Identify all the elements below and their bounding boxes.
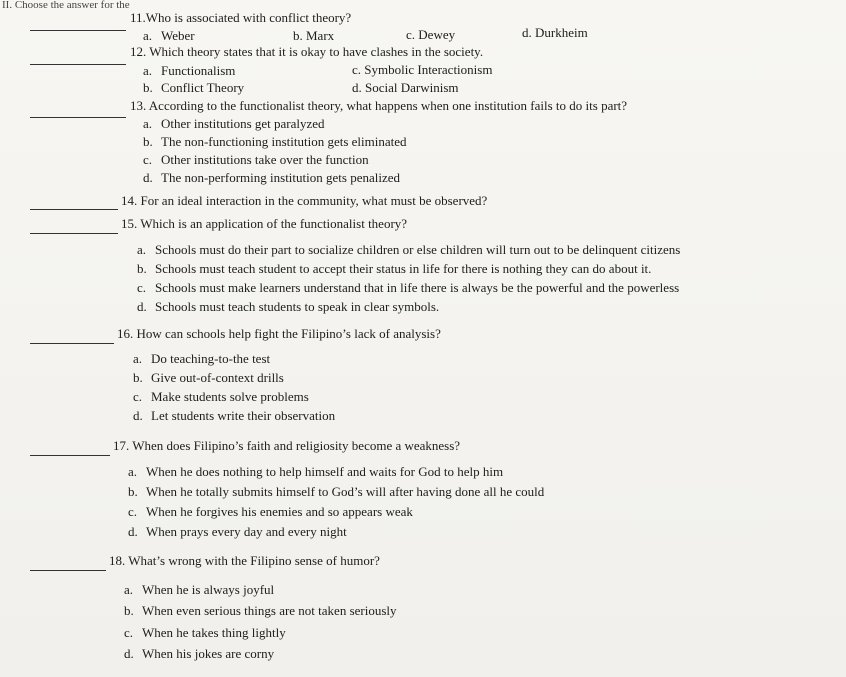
section-header: II. Choose the answer for the [2,0,130,11]
option-12b[interactable]: b. Conflict Theory [143,80,245,95]
option-12a[interactable]: a. Functionalism [143,63,236,78]
answer-blank-16[interactable] [30,343,114,344]
option-13a[interactable]: a. Other institutions get paralyzed [143,116,325,131]
question-16: 16. How can schools help fight the Filipino’s lack of analysis? [117,326,441,341]
answer-blank-11[interactable] [30,30,126,31]
option-15d[interactable]: d. Schools must teach students to speak in clear symbols. [137,299,440,314]
option-11d[interactable]: d. Durkheim [522,25,588,40]
answer-blank-17[interactable] [30,455,110,456]
answer-blank-13[interactable] [30,117,126,118]
option-11c[interactable]: c. Dewey [406,27,456,42]
option-18c[interactable]: c. When he takes thing lightly [124,625,286,640]
option-18b[interactable]: b. When even serious things are not taken seriously [124,603,397,618]
question-11: 11.Who is associated with conflict theory? [130,10,352,25]
option-12c[interactable]: c. Symbolic Interactionism [352,62,493,77]
option-11a[interactable]: a. Weber [143,28,195,43]
option-17d[interactable]: d. When prays every day and every night [128,524,347,539]
question-15: 15. Which is an application of the functionalist theory? [121,216,408,231]
option-16a[interactable]: a. Do teaching-to-the test [133,351,271,366]
option-11b[interactable]: b. Marx [293,28,335,43]
option-13c[interactable]: c. Other institutions take over the function [143,152,369,167]
answer-blank-18[interactable] [30,570,106,571]
option-16c[interactable]: c. Make students solve problems [133,389,309,404]
option-18d[interactable]: d. When his jokes are corny [124,646,275,661]
option-15c[interactable]: c. Schools must make learners understand that in life there is always be the powerful and the powerless [137,280,680,295]
question-17: 17. When does Filipino’s faith and religiosity become a weakness? [113,438,461,453]
option-17c[interactable]: c. When he forgives his enemies and so appears weak [128,504,413,519]
option-15b[interactable]: b. Schools must teach student to accept their status in life for there is nothing they can do about it. [137,261,652,276]
answer-blank-14[interactable] [30,209,118,210]
option-16d[interactable]: d. Let students write their observation [133,408,336,423]
option-12d[interactable]: d. Social Darwinism [352,80,459,95]
question-18: 18. What’s wrong with the Filipino sense of humor? [109,553,380,568]
question-14: 14. For an ideal interaction in the community, what must be observed? [121,193,488,208]
option-18a[interactable]: a. When he is always joyful [124,582,275,597]
answer-blank-15[interactable] [30,233,118,234]
option-17a[interactable]: a. When he does nothing to help himself and waits for God to help him [128,464,504,479]
option-13d[interactable]: d. The non-performing institution gets penalized [143,170,400,185]
option-15a[interactable]: a. Schools must do their part to socialize children or else children will turn out to be delinquent citizens [137,242,681,257]
option-16b[interactable]: b. Give out-of-context drills [133,370,284,385]
answer-blank-12[interactable] [30,64,126,65]
question-13: 13. According to the functionalist theory, what happens when one institution fails to do its part? [130,98,628,113]
option-13b[interactable]: b. The non-functioning institution gets eliminated [143,134,407,149]
option-17b[interactable]: b. When he totally submits himself to God’s will after having done all he could [128,484,545,499]
question-12: 12. Which theory states that it is okay to have clashes in the society. [130,44,484,59]
